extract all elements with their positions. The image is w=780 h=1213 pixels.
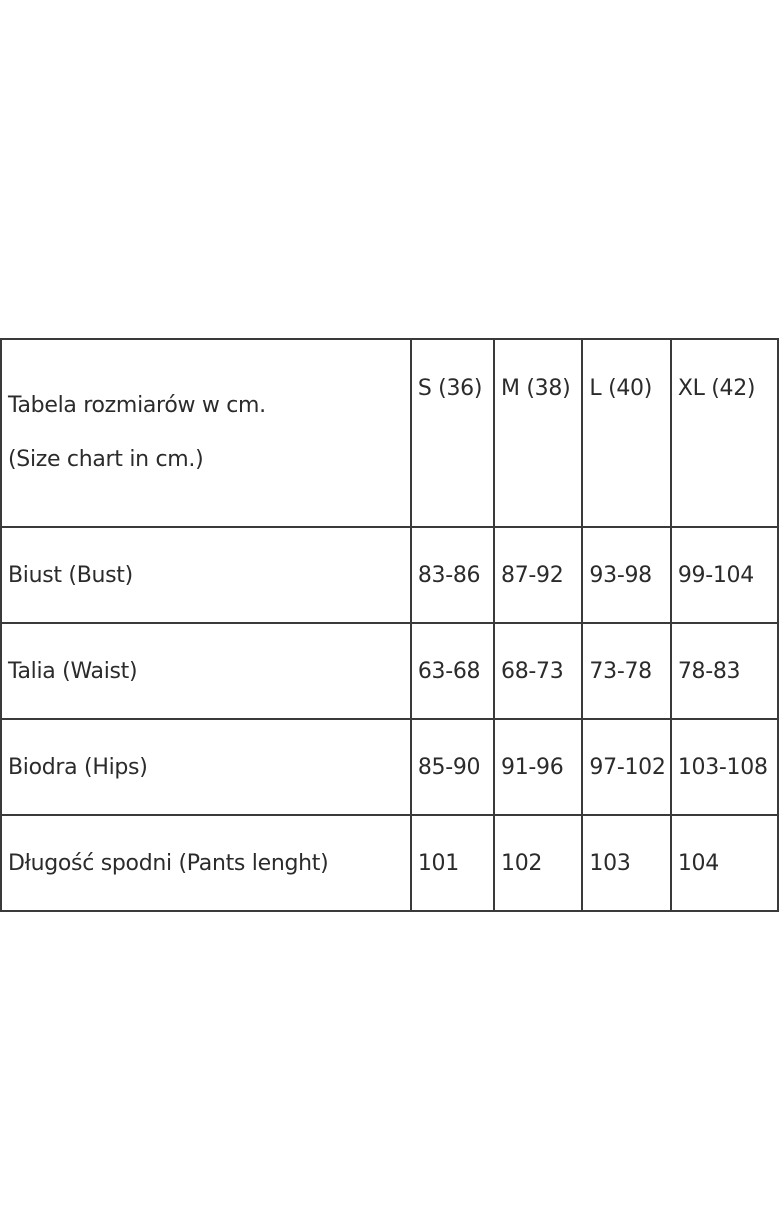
table-title-en: (Size chart in cm.) xyxy=(8,447,204,472)
cell-value: 78-83 xyxy=(671,623,778,719)
size-header-s: S (36) xyxy=(411,339,494,527)
size-header-l: L (40) xyxy=(582,339,670,527)
cell-value: 99-104 xyxy=(671,527,778,623)
table-row-bust xyxy=(1,527,778,623)
size-header-m: M (38) xyxy=(494,339,582,527)
cell-value: 87-92 xyxy=(494,527,582,623)
row-label: Długość spodni (Pants lenght) xyxy=(1,815,411,911)
cell-value: 104 xyxy=(671,815,778,911)
cell-value: 103 xyxy=(582,815,670,911)
cell-value: 73-78 xyxy=(582,623,670,719)
table-row-pants-length xyxy=(1,815,778,911)
size-header-xl: XL (42) xyxy=(671,339,778,527)
row-label: Biust (Bust) xyxy=(1,527,411,623)
table-title-cell xyxy=(1,339,411,527)
cell-value: 63-68 xyxy=(411,623,494,719)
table-row-hips xyxy=(1,719,778,815)
cell-value: 101 xyxy=(411,815,494,911)
table-title-pl: Tabela rozmiarów w cm. xyxy=(8,393,266,418)
cell-value: 85-90 xyxy=(411,719,494,815)
cell-value: 97-102 xyxy=(582,719,670,815)
cell-value: 91-96 xyxy=(494,719,582,815)
cell-value: 93-98 xyxy=(582,527,670,623)
cell-value: 68-73 xyxy=(494,623,582,719)
table-header-row xyxy=(1,339,778,527)
row-label: Biodra (Hips) xyxy=(1,719,411,815)
row-label: Talia (Waist) xyxy=(1,623,411,719)
cell-value: 83-86 xyxy=(411,527,494,623)
size-chart-table xyxy=(0,338,779,912)
cell-value: 103-108 xyxy=(671,719,778,815)
table-row-waist xyxy=(1,623,778,719)
cell-value: 102 xyxy=(494,815,582,911)
